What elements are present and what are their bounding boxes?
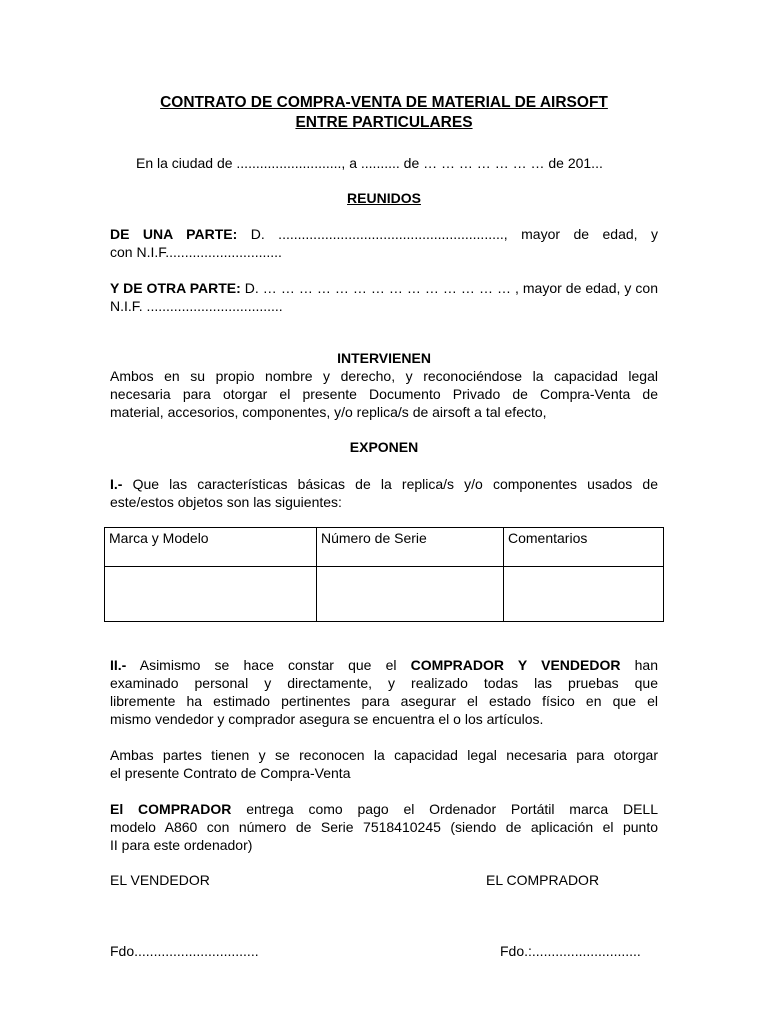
- document-title-line1: CONTRATO DE COMPRA-VENTA DE MATERIAL DE AIRSOFT: [160, 94, 608, 111]
- parte1-label: DE UNA PARTE:: [110, 226, 238, 242]
- clause2-label: II.-: [110, 657, 127, 673]
- table-header-row: [105, 528, 664, 567]
- exponen-item1-text: Que las características básicas de la replica/s y/o componentes usados de: [132, 476, 658, 492]
- comprador-clause-line2: modelo A860 con número de Serie 7518410245 (siendo de aplicación el punto: [110, 819, 658, 835]
- heading-intervienen: INTERVIENEN: [337, 350, 431, 366]
- table-header-cell: Comentarios: [504, 528, 664, 567]
- exponen-item1-line1: [110, 476, 658, 494]
- parte2-label: Y DE OTRA PARTE:: [110, 280, 241, 296]
- ambas-line1: Ambas partes tienen y se reconocen la capacidad legal necesaria para otorgar: [110, 747, 658, 763]
- comprador-label: El COMPRADOR: [110, 801, 232, 817]
- intervienen-line2: necesaria para otorgar el presente Documento Privado de Compra-Venta de: [110, 386, 658, 402]
- table-cell[interactable]: [504, 567, 664, 622]
- items-table: [104, 527, 664, 622]
- parte2-line1: [110, 280, 658, 298]
- heading-exponen: EXPONEN: [349, 439, 419, 455]
- intervienen-line3: material, accesorios, componentes, y/o replica/s de airsoft a tal efecto,: [110, 404, 547, 420]
- clause2-line3: libremente ha estimado pertinentes para asegurar el estado físico en que el: [110, 693, 658, 709]
- parte2-line2: N.I.F. ...................................: [110, 298, 283, 314]
- document-title-line2: ENTRE PARTICULARES: [295, 114, 473, 131]
- table-row: [105, 567, 664, 622]
- clause2-text-c: han: [634, 657, 658, 673]
- table-header-cell: Marca y Modelo: [105, 528, 317, 567]
- parte2-text: D. … … … … … … … … … … … … … … , mayor de edad, y con: [244, 280, 658, 296]
- clause2-line2: examinado personal y directamente, y realizado todas las pruebas que: [110, 675, 658, 691]
- table-cell[interactable]: [105, 567, 317, 622]
- clause2-parties: COMPRADOR Y VENDEDOR: [410, 657, 621, 673]
- exponen-item1-label: I.-: [110, 476, 123, 492]
- parte1-text: D. .........................................................., mayor de edad, y: [250, 226, 658, 242]
- table-header-cell: Número de Serie: [317, 528, 504, 567]
- signature-label-vendedor: EL VENDEDOR: [110, 872, 210, 888]
- exponen-item1-line2: este/estos objetos son las siguientes:: [110, 494, 342, 510]
- clause2-line4: mismo vendedor y comprador asegura se encuentra el o los artículos.: [110, 711, 544, 727]
- parte1-line1: [110, 226, 658, 244]
- signature-line-comprador: Fdo.:............................: [500, 943, 641, 959]
- comprador-clause-line3: II para este ordenador): [110, 837, 253, 853]
- signature-label-comprador: EL COMPRADOR: [486, 872, 600, 888]
- table-cell[interactable]: [317, 567, 504, 622]
- comprador-clause-line1: [110, 801, 658, 819]
- signature-line-vendedor: Fdo................................: [110, 943, 259, 959]
- heading-reunidos: REUNIDOS: [347, 190, 421, 206]
- intervienen-line1: Ambos en su propio nombre y derecho, y reconociéndose la capacidad legal: [110, 368, 658, 384]
- intro-line: En la ciudad de ..........................., a .......... de … … … … … … … de 201...: [136, 155, 603, 171]
- clause2-text-a: Asimismo se hace constar que el: [139, 657, 397, 673]
- parte1-line2: con N.I.F..............................: [110, 244, 282, 260]
- comprador-clause-text: entrega como pago el Ordenador Portátil marca DELL: [246, 801, 659, 817]
- ambas-line2: el presente Contrato de Compra-Venta: [110, 765, 351, 781]
- clause2-line1: [110, 657, 658, 675]
